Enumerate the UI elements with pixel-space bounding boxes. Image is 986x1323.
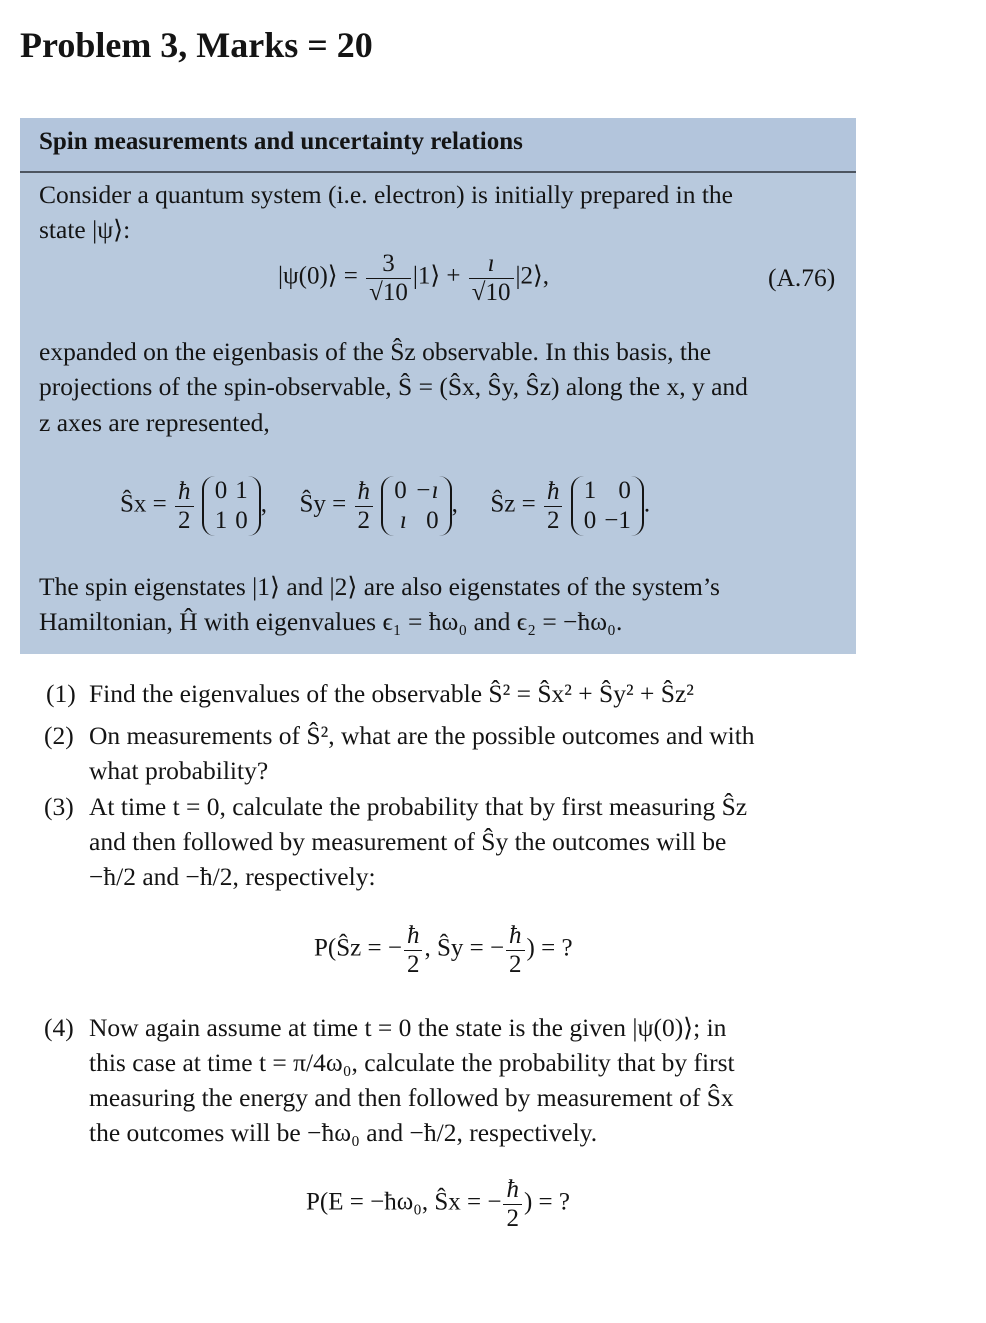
frac-den: 2 [406, 950, 420, 978]
prob3-mid: , Ŝy = − [424, 934, 505, 962]
matrix-cell: 1 [214, 507, 228, 534]
para3-line-2: Hamiltonian, Ĥ with eigenvalues ϵ₁ = ħω₀ and ϵ₂ = −ħω₀. [39, 607, 623, 636]
box-title: Spin measurements and uncertainty relations [39, 128, 523, 155]
page-title: Problem 3, Marks = 20 [20, 25, 373, 65]
matrix-sx-lhs: Ŝx = [120, 490, 167, 518]
matrix-sx [202, 476, 261, 536]
coef-2-denominator: √10 [471, 278, 511, 306]
state-equation [278, 250, 549, 306]
question-4-line: measuring the energy and then followed by measurement of Ŝx [89, 1083, 734, 1112]
matrix-sx-coef [175, 478, 194, 534]
matrix-cell: 0 [394, 477, 407, 504]
matrix-separator: , [260, 490, 268, 518]
spin-matrices [120, 476, 650, 536]
matrix-sy-lhs: Ŝy = [299, 490, 347, 518]
intro-line-2: state |ψ⟩: [39, 215, 131, 244]
prob3-start: P(Ŝz = − [314, 934, 402, 962]
coef-den: 2 [357, 506, 371, 534]
coef-num: ħ [175, 478, 194, 507]
matrix-sy-coef [355, 478, 374, 534]
question-3-line: At time t = 0, calculate the probability that by first measuring Ŝz [89, 792, 748, 821]
matrix-cell: 1 [583, 477, 597, 504]
prob4-start: P(E = −ħω₀, Ŝx = − [306, 1188, 502, 1216]
frac-den: 2 [509, 950, 522, 978]
coef-1-numerator: 3 [366, 250, 411, 279]
matrix-cell: −ı [414, 477, 439, 504]
ket-1: |1⟩ + [412, 262, 461, 290]
matrix-cell: ı [399, 507, 407, 534]
question-4-line: Now again assume at time t = 0 the state is the given |ψ(0)⟩; in [89, 1013, 727, 1042]
question-2-label: (2) [44, 721, 74, 750]
question-2-line: what probability? [89, 756, 269, 785]
question-3-label: (3) [44, 792, 74, 821]
frac-den: 2 [506, 1204, 519, 1232]
para2-line-1: expanded on the eigenbasis of the Ŝz observable. In this basis, the [39, 337, 712, 366]
para2-line-3: z axes are represented, [39, 408, 270, 437]
frac-num: ħ [404, 922, 423, 951]
matrix-sy [381, 476, 451, 536]
coef-den: 2 [546, 506, 560, 534]
prob3-end: ) = ? [526, 934, 573, 962]
question-3-line: −ħ/2 and −ħ/2, respectively: [89, 862, 376, 891]
matrix-cell: 0 [618, 477, 631, 504]
box-header [20, 118, 856, 173]
matrix-separator: . [643, 490, 651, 518]
matrix-cell: 0 [235, 507, 248, 534]
matrix-sz-lhs: Ŝz = [490, 490, 536, 518]
matrix-sz [571, 476, 644, 536]
coef-1-denominator: √10 [369, 278, 408, 306]
question-4-line: the outcomes will be −ħω₀ and −ħ/2, respectively. [89, 1118, 598, 1147]
intro-line-1: Consider a quantum system (i.e. electron) is initially prepared in the [39, 180, 733, 209]
question-4-label: (4) [44, 1013, 74, 1042]
frac-num: ħ [506, 922, 525, 951]
para2-line-2: projections of the spin-observable, Ŝ = (Ŝx, Ŝy, Ŝz) along the x, y and [39, 372, 748, 401]
para3-line-1: The spin eigenstates |1⟩ and |2⟩ are also eigenstates of the system’s [39, 572, 720, 601]
question-2-line: On measurements of Ŝ², what are the possible outcomes and with [89, 721, 755, 750]
question-1-line: Find the eigenvalues of the observable Ŝ² = Ŝx² + Ŝy² + Ŝz² [89, 679, 694, 708]
matrix-cell: 0 [426, 507, 439, 534]
coef-fraction-2 [469, 250, 514, 306]
matrix-cell: 0 [214, 477, 228, 504]
ket-2: |2⟩, [515, 262, 550, 290]
prob4-end: ) = ? [523, 1188, 571, 1216]
probability-equation-4 [306, 1176, 570, 1232]
coef-fraction-1 [366, 250, 411, 306]
equation-label: (A.76) [768, 263, 836, 292]
matrix-sz-coef [544, 478, 563, 534]
question-3-line: and then followed by measurement of Ŝy the outcomes will be [89, 827, 727, 856]
frac-num: ħ [503, 1176, 522, 1205]
coef-num: ħ [544, 478, 563, 507]
prob3-frac-1 [404, 922, 423, 978]
coef-num: ħ [355, 478, 374, 507]
question-1-label: (1) [46, 679, 76, 708]
matrix-cell: 0 [583, 507, 597, 534]
matrix-cell: 1 [235, 477, 248, 504]
matrix-separator: , [451, 490, 458, 518]
matrix-cell: −1 [604, 507, 631, 534]
prob3-frac-2 [506, 922, 525, 978]
probability-equation-3 [314, 922, 573, 978]
coef-den: 2 [178, 506, 191, 534]
coef-2-numerator: ı [469, 250, 514, 279]
prob4-frac [503, 1176, 522, 1232]
problem-box [20, 118, 856, 654]
question-4-line: this case at time t = π/4ω₀, calculate the probability that by first [89, 1048, 735, 1077]
equation-lhs: |ψ(0)⟩ = [278, 262, 358, 290]
